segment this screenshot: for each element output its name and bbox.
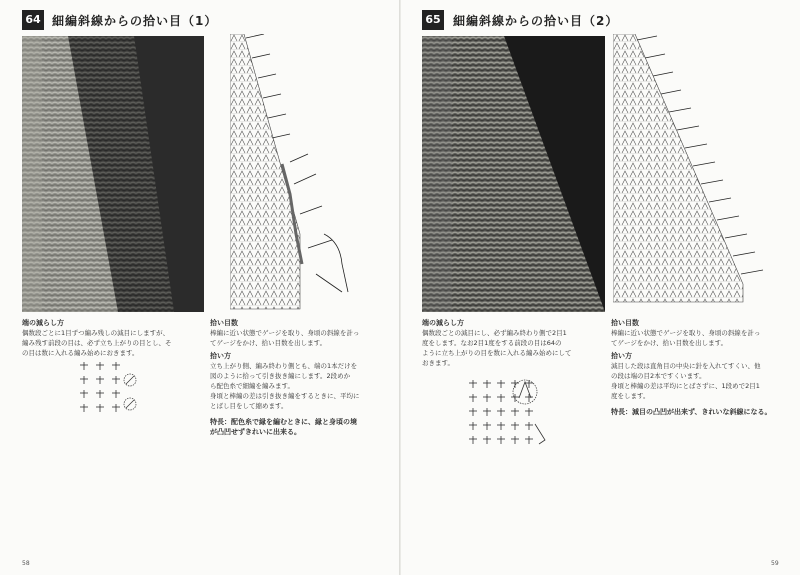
stitch-diagram xyxy=(230,34,350,314)
text-line: 身頃と棒編の差は平均にとばさずに、1段めで2目1 xyxy=(611,382,760,390)
text-line: てゲージをかけ、拾い目数を出します。 xyxy=(210,339,327,347)
text-line: ように立ち上がりの目を数に入れる編み始めにして xyxy=(422,349,572,357)
pickup-method-heading: 拾い方 xyxy=(210,352,231,360)
crochet-symbol-chart xyxy=(80,360,140,418)
pickup-text xyxy=(611,318,771,417)
text-line: 立ち上がり側、編み終わり側とも、端の1本だけを xyxy=(210,362,358,370)
text-line: 度をします。なお2目1度をする前段の目は64の xyxy=(422,339,562,347)
text-line: 図のように拾って引き抜き編にします。2段めか xyxy=(210,372,351,380)
section-number-badge: 64 xyxy=(22,10,44,30)
reduction-method-text xyxy=(22,318,172,358)
text-line: おきます。 xyxy=(422,359,454,367)
feature-note: 特長：配色糸で縁を編むときに、縁と身頃の境 xyxy=(210,418,357,426)
text-line: 編み残す前段の目は、必ず立ち上がりの目とし、そ xyxy=(22,339,172,347)
text-line: 偶数段ごとに1目ずつ編み残しの減目にしますが、 xyxy=(22,329,170,337)
section-number-badge: 65 xyxy=(422,10,444,30)
knit-photo xyxy=(422,36,605,312)
pickup-method-heading: 拾い方 xyxy=(611,352,632,360)
text-line: ら配色糸で細編を編みます。 xyxy=(210,382,294,390)
pickup-count-heading: 拾い目数 xyxy=(210,319,238,327)
feature-note: 特長：減目の凸凹が出来ず、きれいな斜線になる。 xyxy=(611,408,772,416)
text-line: 減目した段は直角目の中央に針を入れてすくい、他 xyxy=(611,362,761,370)
text-line: とばし目をして縮めます。 xyxy=(210,402,288,410)
pickup-count-heading: 拾い目数 xyxy=(611,319,639,327)
text-line: 棒編に近い状態でゲージを取り、身頃の斜線を計っ xyxy=(611,329,761,337)
page-number: 59 xyxy=(771,560,779,567)
text-line: てゲージをかけ、拾い目数を出します。 xyxy=(611,339,728,347)
reduction-heading: 端の減らし方 xyxy=(22,319,64,327)
right-page xyxy=(401,0,800,575)
knit-photo xyxy=(22,36,204,312)
section-title: 細編斜線からの拾い目（1） xyxy=(52,14,218,28)
text-line: 度をします。 xyxy=(611,392,650,400)
text-line: 棒編に近い状態でゲージを取り、身頃の斜線を計っ xyxy=(210,329,360,337)
feature-note: が凸凹せずきれいに出来る。 xyxy=(210,428,301,436)
crochet-symbol-chart xyxy=(469,378,559,456)
reduction-heading: 端の減らし方 xyxy=(422,319,464,327)
text-line: の目は数に入れる編み始めにおきます。 xyxy=(22,349,139,357)
text-line: 身頃と棒編の差は引き抜き編をするときに、平均に xyxy=(210,392,360,400)
page-number: 58 xyxy=(22,560,30,567)
pickup-text xyxy=(210,318,360,437)
left-page xyxy=(0,0,399,575)
text-line: 偶数段ごとの減目にし、必ず編み終わり側で2目1 xyxy=(422,329,567,337)
text-line: の段は端の目2本ですくいます。 xyxy=(611,372,706,380)
reduction-method-text xyxy=(422,318,572,368)
stitch-diagram xyxy=(613,34,773,304)
section-title: 細編斜線からの拾い目（2） xyxy=(453,14,619,28)
